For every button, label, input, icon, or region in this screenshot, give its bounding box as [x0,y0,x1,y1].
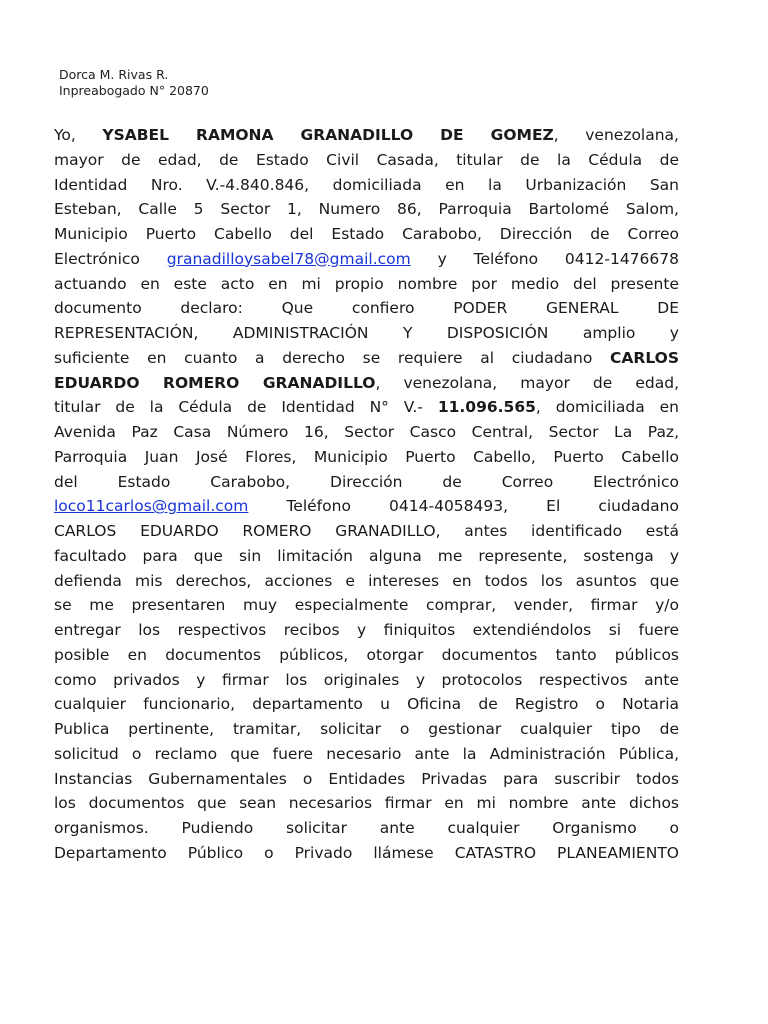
email-link[interactable]: loco11carlos@gmail.com [54,497,249,516]
body-text: titular de la Cédula de Identidad N° V.- [54,398,438,417]
bold-name: 11.096.565 [437,398,536,417]
body-line [54,199,679,219]
body-text: Identidad Nro. V.-4.840.846, domiciliada en la Urbanización San [54,175,679,194]
body-text: Esteban, Calle 5 Sector 1, Numero 86, Parroquia Bartolomé Salom, [54,200,679,219]
body-text: REPRESENTACIÓN, ADMINISTRACIÓN Y DISPOSICIÓN amplio y [54,324,679,342]
body-text: como privados y firmar los originales y protocolos respectivos ante [54,670,679,689]
body-line [54,694,679,714]
letterhead [59,67,209,98]
body-line [54,719,679,739]
body-text: , domiciliada en [535,398,679,417]
body-line [54,397,679,417]
body-line [54,298,679,318]
email-link[interactable]: granadilloysabel78@gmail.com [166,249,411,268]
body-text: del Estado Carabobo, Dirección de Correo Electrónico [54,472,679,491]
body-text: actuando en este acto en mi propio nombre por medio del presente [54,274,679,293]
body-line [54,571,679,591]
body-line [54,472,679,492]
body-text: se me presentaren muy especialmente comprar, vender, firmar y/o [54,596,679,615]
body-text: posible en documentos públicos, otorgar documentos tanto públicos [54,645,679,664]
body-line [54,793,679,813]
body-line [54,620,679,640]
body-line [54,843,679,863]
body-line [54,373,679,393]
body-line [54,175,679,195]
body-line [54,818,679,838]
body-text: Departamento Público o Privado llámese CATASTRO PLANEAMIENTO [54,843,679,862]
body-text: Yo, [54,126,103,144]
body-text: Teléfono 0414-4058493, El ciudadano [248,497,679,516]
body-text: facultado para que sin limitación alguna me represente, sostenga y [54,546,679,565]
body-text: y Teléfono 0412-1476678 [410,249,679,268]
body-text: Instancias Gubernamentales o Entidades Privadas para suscribir todos [54,769,679,788]
body-text: Municipio Puerto Cabello del Estado Carabobo, Dirección de Correo [54,225,679,243]
body-text: defienda mis derechos, acciones e intereses en todos los asuntos que [54,571,679,590]
body-text: entregar los respectivos recibos y finiquitos extendiéndolos si fuere [54,621,679,639]
lawyer-registration: Inpreabogado N° 20870 [59,82,209,98]
body-line [54,546,679,566]
body-text: solicitud o reclamo que fuere necesario ante la Administración Pública, [54,744,679,763]
body-line [54,769,679,789]
body-text: cualquier funcionario, departamento u Oficina de Registro o Notaria [54,695,679,714]
body-line [54,150,679,170]
body-line [54,744,679,764]
bold-name: YSABEL RAMONA GRANADILLO DE GOMEZ [102,126,554,144]
body-text: Publica pertinente, tramitar, solicitar o gestionar cualquier tipo de [54,720,679,738]
body-line [54,670,679,690]
lawyer-name: Dorca M. Rivas R. [59,67,169,82]
body-line [54,447,679,467]
body-line [54,224,679,244]
bold-name: CARLOS [610,348,679,367]
body-line [54,249,679,269]
body-text: mayor de edad, de Estado Civil Casada, titular de la Cédula de [54,150,679,169]
body-text: documento declaro: Que confiero PODER GENERAL DE [54,299,679,318]
body-text: Parroquia Juan José Flores, Municipio Puerto Cabello, Puerto Cabello [54,447,679,466]
body-text: CARLOS EDUARDO ROMERO GRANADILLO, antes identificado está [54,522,679,540]
body-line [54,496,679,516]
body-line [54,521,679,541]
body-text: suficiente en cuanto a derecho se requiere al ciudadano [54,348,611,367]
bold-name: EDUARDO ROMERO GRANADILLO [54,373,376,392]
body-text: Electrónico [54,249,167,268]
body-text: , venezolana, mayor de edad, [375,373,679,392]
body-text: Avenida Paz Casa Número 16, Sector Casco Central, Sector La Paz, [54,423,679,441]
body-text: , venezolana, [553,126,679,144]
body-text: los documentos que sean necesarios firmar en mi nombre ante dichos [54,794,679,813]
body-line [54,323,679,343]
body-line [54,645,679,665]
body-line [54,595,679,615]
body-line [54,422,679,442]
body-line [54,125,679,145]
body-line [54,274,679,294]
body-text: organismos. Pudiendo solicitar ante cualquier Organismo o [54,819,679,837]
body-line [54,348,679,368]
